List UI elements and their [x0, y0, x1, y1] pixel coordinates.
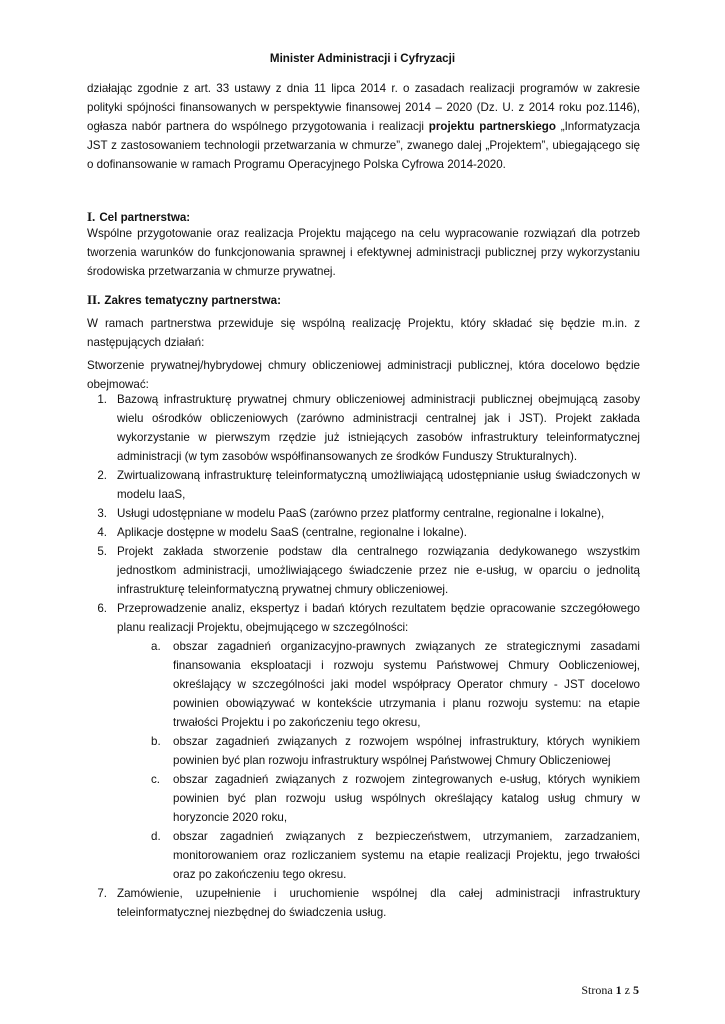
sublist-item: b. obszar zagadnień związanych z rozwojem wspólnej infrastruktury, których wynikiem powinien być plan rozwoju infrastruktury wspólnej Państwowej Chmury Obliczeniowej	[151, 735, 640, 767]
intro-text-1: działając zgodnie z art. 33 ustawy z dnia 11 lipca 2014 r. o zasadach realizacji programów w zakresie polityki spójności finansowanych w perspektywie finansowej 2014 – 2020 (Dz. U. z 2014 roku poz.1146), ogłasza nabór partnera do wspólnego przygotowania i realizacji	[87, 82, 640, 133]
section-2-numeral: II.	[87, 292, 101, 307]
list-item: 3. Usługi udostępniane w modelu PaaS (zarówno przez platformy centralne, regionalne i lokalne),	[97, 507, 605, 520]
page-footer	[581, 983, 639, 998]
section-2-paragraph-2: Stworzenie prywatnej/hybrydowej chmury obliczeniowej administracji publicznej, która docelowo będzie obejmować:	[87, 359, 640, 391]
section-1-numeral: I.	[87, 209, 96, 224]
sublist-item: c. obszar zagadnień związanych z rozwojem zintegrowanych e-usług, których wynikiem powinien być plan rozwoju usług wspólnych określający katalog usług chmury w horyzoncie 2020 roku,	[151, 773, 640, 824]
list-item: 2. Zwirtualizowaną infrastrukturę teleinformatyczną umożliwiającą udostępnianie usług świadczonych w modelu IaaS,	[97, 469, 640, 501]
sublist-item: a. obszar zagadnień organizacyjno-prawnych związanych ze strategicznymi zasadami finansowania eksploatacji i rozwoju systemu Państwowej Chmury Oobliczeniowej, określający w szczególności jaki model współpracy Operator chmury - JST docelowo powinien obowiązywać w kontekście utrzymania i planu rozwoju systemu: na etapie trwałości Projektu i po zakończeniu tego okresu,	[151, 640, 640, 729]
intro-paragraph	[87, 79, 640, 174]
section-2-paragraph-1: W ramach partnerstwa przewiduje się wspólną realizację Projektu, który składać się będzie m.in. z następujących działań:	[87, 317, 640, 349]
section-1-body: Wspólne przygotowanie oraz realizacja Projektu mającego na celu wypracowanie rozwiązań dla potrzeb tworzenia warunków do funkcjonowania sprawnej i efektywnej administracji publicznej przy wykorzystaniu środowiska przetwarzania w chmurze prywatnej.	[87, 227, 640, 278]
list-item: 6. Przeprowadzenie analiz, ekspertyz i badań których rezultatem będzie opracowanie szczegółowego planu realizacji Projektu, obejmującego w szczególności: a. obszar zagadnień organizacyjno-prawnych związanych ze strategicznymi zasadami finansowania eksploatacji i rozwoju systemu Państwowej Chmury Oobliczeniowej, określający w szczególności jaki model współpracy Operator chmury - JST docelowo powinien obowiązywać w kontekście utrzymania i planu rozwoju systemu: na etapie trwałości Projektu i po zakończeniu tego okresu, b. obszar zagadnień związanych z rozwojem wspólnej infrastruktury, których wynikiem powinien być plan rozwoju infrastruktury wspólnej Państwowej Chmury Obliczeniowej c. obszar zagadnień związanych z rozwojem zintegrowanych e-usług, których wynikiem powinien być plan rozwoju usług wspólnych określający katalog usług chmury w horyzoncie 2020 roku, d. obszar zagadnień związanych z bezpieczeństwem, utrzymaniem, zarzadzaniem, monitorowaniem oraz rozliczaniem systemu na etapie realizacji Projektu, jego trwałości oraz po zakończeniu tego okresu.	[87, 599, 640, 884]
footer-current-page: 1	[615, 983, 622, 997]
list-item: 5. Projekt zakłada stworzenie podstaw dla centralnego rozwiązania dedykowanego wszystkim jednostkom administracji, umożliwiającego świadczenie przez nie e-usług, w oparciu o jednolitą infrastrukturę teleinformatyczną prywatnej chmury obliczeniowej.	[97, 545, 640, 596]
section-2-heading	[87, 292, 281, 308]
activities-list	[87, 390, 640, 922]
list-item: 4. Aplikacje dostępne w modelu SaaS (centralne, regionalne i lokalne).	[97, 526, 467, 539]
sublist-item: d. obszar zagadnień związanych z bezpieczeństwem, utrzymaniem, zarzadzaniem, monitorowaniem oraz rozliczaniem systemu na etapie realizacji Projektu, jego trwałości oraz po zakończeniu tego okresu.	[151, 830, 640, 881]
section-1-heading	[87, 209, 190, 225]
intro-bold-text: projektu partnerskiego	[428, 120, 556, 133]
document-title: Minister Administracji i Cyfryzacji	[269, 52, 456, 65]
list-item: 7. Zamówienie, uzupełnienie i uruchomienie wspólnej dla całej administracji infrastruktury teleinformatycznej niezbędnej do świadczenia usług.	[97, 887, 640, 919]
footer-label: Strona	[581, 983, 613, 997]
footer-separator: z	[624, 983, 630, 997]
footer-total-pages: 5	[633, 983, 639, 997]
list-item: 1. Bazową infrastrukturę prywatnej chmury obliczeniowej administracji publicznej obejmującą zasoby wielu ośrodków obliczeniowych (zarówno administracji centralnej jak i JST). Projekt zakłada wykorzystanie w pierwszym rzędzie już istniejących zasobów infrastruktury teleinformatycznej administracji (w tym zasobów współfinansowanych ze środków Funduszy Strukturalnych).	[97, 393, 640, 463]
section-2-title: Zakres tematyczny partnerstwa:	[104, 294, 281, 307]
intro-text-2: „Informatyzacja JST z zastosowaniem technologii przetwarzania w chmurze”, zwanego dalej „Projektem”, ubiegającego się o dofinansowanie w ramach Programu Operacyjnego Polska Cyfrowa 2014-2020.	[87, 120, 640, 171]
analysis-sublist	[117, 637, 640, 884]
section-1-title: Cel partnerstwa:	[99, 211, 191, 224]
